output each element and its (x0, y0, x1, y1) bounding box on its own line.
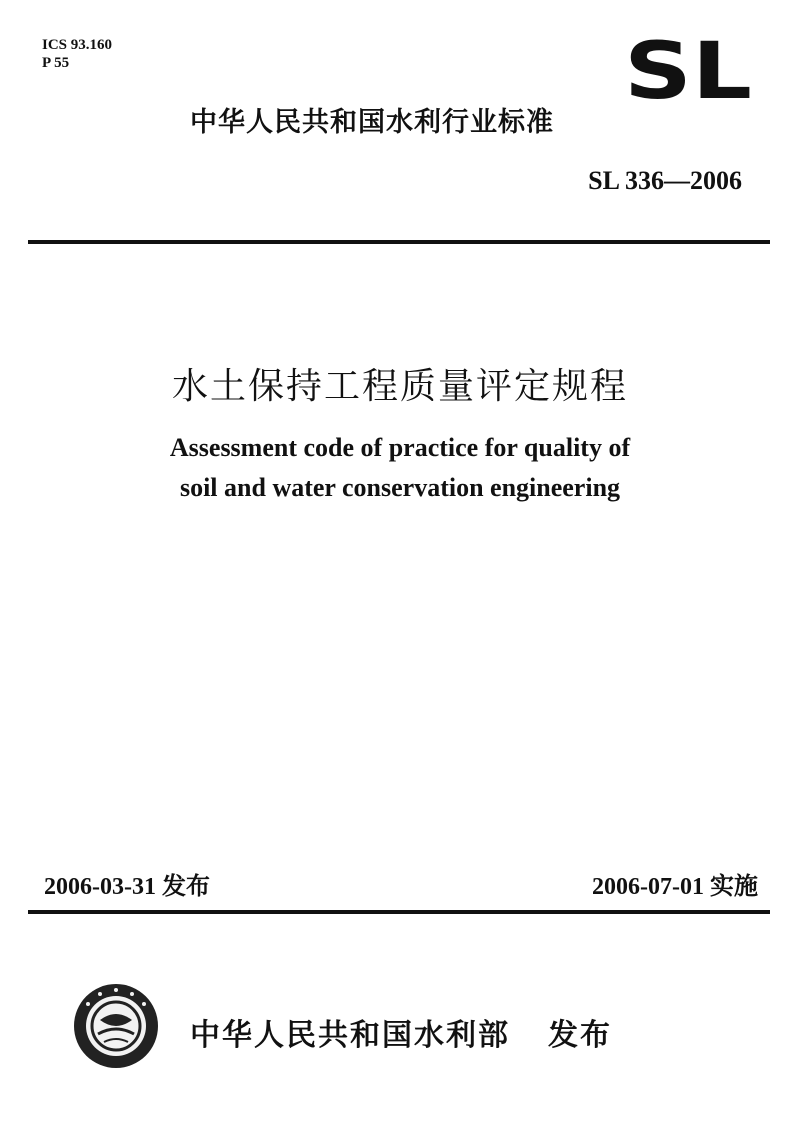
title-english-line1: Assessment code of practice for quality of (169, 433, 631, 462)
bottom-divider (28, 910, 770, 914)
title-english-line2: soil and water conservation engineering (179, 473, 621, 502)
issue-label: 发布 (161, 872, 210, 900)
publisher-line (190, 1010, 612, 1054)
publish-label: 发布 (548, 1018, 612, 1053)
ics-code: ICS 93.160 (42, 37, 113, 53)
sl-logo (624, 36, 754, 106)
classification-block (42, 36, 112, 72)
sl-logo-text: SL (624, 36, 752, 106)
issue-date: 2006-03-31 (44, 874, 156, 900)
top-divider (28, 240, 770, 244)
implement-label: 实施 (710, 872, 758, 900)
ministry-seal-icon (70, 980, 162, 1072)
standard-category: 中华人民共和国水利行业标准 (190, 107, 554, 138)
title-chinese: 水土保持工程质量评定规程 (171, 366, 628, 407)
implement-date-row (592, 866, 758, 901)
publisher-name: 中华人民共和国水利部 (190, 1018, 510, 1053)
issue-date-row (44, 866, 210, 901)
title-english (0, 428, 800, 508)
standard-number: SL 336—2006 (588, 166, 742, 195)
implement-date: 2006-07-01 (592, 874, 704, 900)
classification-code: P 55 (42, 55, 70, 71)
